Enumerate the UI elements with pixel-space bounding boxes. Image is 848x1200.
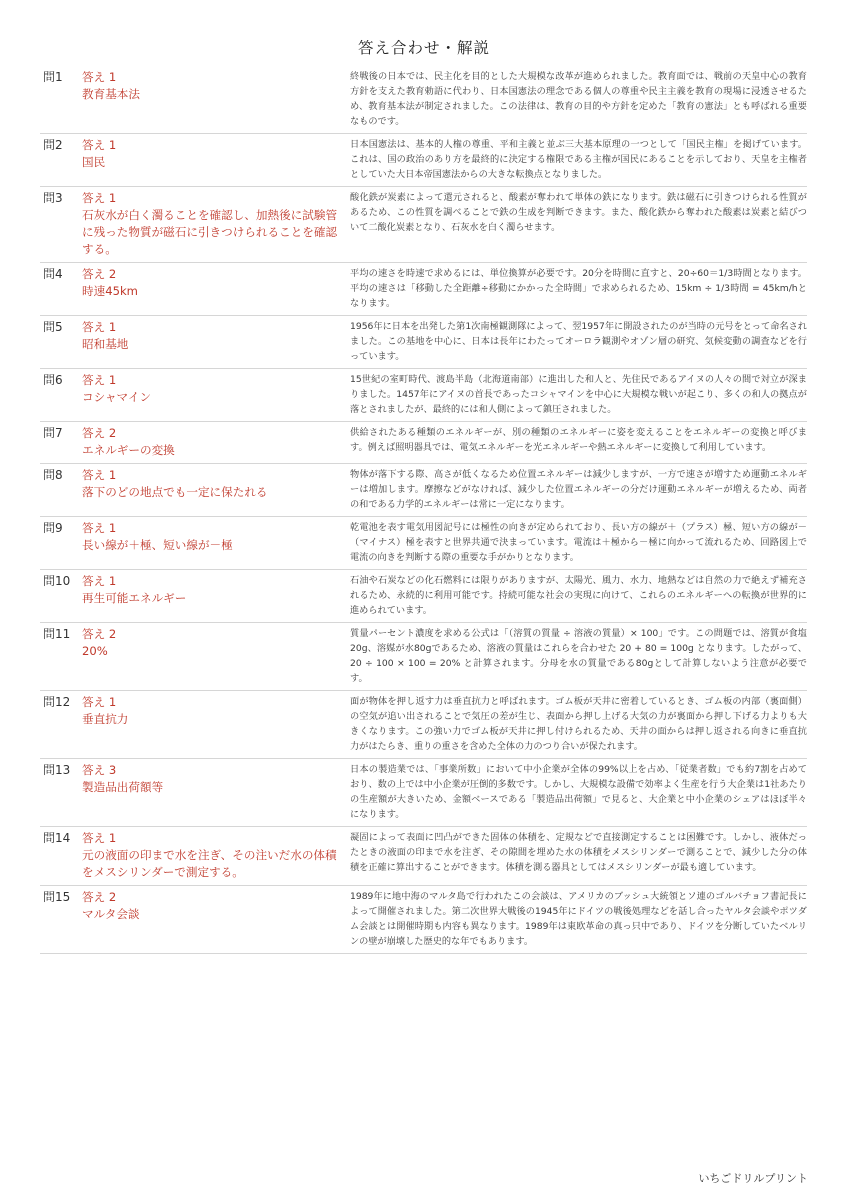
question-number: 問7 bbox=[43, 426, 63, 440]
question-number: 問5 bbox=[43, 320, 63, 334]
answer-cell bbox=[82, 425, 346, 459]
answer-text: 再生可能エネルギー bbox=[82, 591, 187, 605]
answer-choice: 答え 2 bbox=[82, 426, 117, 440]
answer-row bbox=[40, 422, 807, 464]
explanation-text: 乾電池を表す電気用図記号には極性の向きが定められており、長い方の線が＋（プラス）極、短い方の線が－（マイナス）極を表すと世界共通で決まっています。電流は＋極から－極に向かって流れるため、回路図上で電流の向きを判断する際の重要な手がかりとなります。 bbox=[350, 522, 807, 563]
answer-choice: 答え 1 bbox=[82, 574, 117, 588]
question-number: 問11 bbox=[43, 627, 71, 641]
answer-cell bbox=[82, 137, 346, 182]
answer-text: 昭和基地 bbox=[82, 337, 129, 351]
answer-cell bbox=[82, 190, 346, 258]
question-number: 問3 bbox=[43, 191, 63, 205]
question-number: 問14 bbox=[43, 831, 71, 845]
answer-choice: 答え 1 bbox=[82, 70, 117, 84]
answer-text: エネルギーの変換 bbox=[82, 443, 175, 457]
answer-cell bbox=[82, 830, 346, 881]
answer-cell bbox=[82, 467, 346, 512]
question-number: 問8 bbox=[43, 468, 63, 482]
explanation-text: 物体が落下する際、高さが低くなるため位置エネルギーは減少しますが、一方で速さが増すため運動エネルギーは増加します。摩擦などがなければ、減少した位置エネルギーの分だけ運動エネルギーが増えるため、両者の和である力学的エネルギーは常に一定になります。 bbox=[350, 469, 807, 510]
answer-cell bbox=[82, 889, 346, 949]
answer-row bbox=[40, 464, 807, 517]
answer-text: 20% bbox=[82, 644, 108, 658]
answer-cell bbox=[82, 69, 346, 129]
answer-row bbox=[40, 316, 807, 369]
answer-text: マルタ会談 bbox=[82, 907, 140, 921]
answer-choice: 答え 1 bbox=[82, 521, 117, 535]
explanation-text: 15世紀の室町時代、渡島半島（北海道南部）に進出した和人と、先住民であるアイヌの人々の間で対立が深まりました。1457年にアイヌの首長であったコシャマインを中心に大規模な戦いが起こり、多くの和人の拠点が落とされましたが、最終的には和人側によって鎮圧されました。 bbox=[350, 374, 807, 415]
answer-text: 長い線が＋極、短い線が－極 bbox=[82, 538, 233, 552]
answer-row bbox=[40, 369, 807, 422]
explanation-text: 終戦後の日本では、民主化を目的とした大規模な改革が進められました。教育面では、戦前の天皇中心の教育方針を支えた教育勅語に代わり、日本国憲法の理念である個人の尊重や民主主義を教育の現場に浸透させるため、教育基本法が制定されました。この法律は、教育の目的や方針を定めた「教育の憲法」とも呼ばれる重要なものです。 bbox=[350, 71, 807, 127]
answer-choice: 答え 1 bbox=[82, 320, 117, 334]
answer-row bbox=[40, 691, 807, 759]
answer-choice: 答え 1 bbox=[82, 373, 117, 387]
answer-cell bbox=[82, 694, 346, 754]
explanation-text: 凝固によって表面に凹凸ができた固体の体積を、定規などで直接測定することは困難です。しかし、液体だったときの液面の印まで水を注ぎ、その隙間を埋めた水の体積をメスシリンダーで測ることで、減少した分の体積を正確に算出することができます。体積を測る器具としてはメスシリンダーが最も適しています。 bbox=[350, 832, 807, 873]
question-number: 問15 bbox=[43, 890, 71, 904]
answer-cell bbox=[82, 266, 346, 311]
answer-cell bbox=[82, 626, 346, 686]
explanation-text: 石油や石炭などの化石燃料には限りがありますが、太陽光、風力、水力、地熱などは自然の力で絶えず補充されるため、永続的に利用可能です。持続可能な社会の実現に向けて、これらのエネルギーへの転換が世界的に進められています。 bbox=[350, 575, 807, 616]
question-number: 問6 bbox=[43, 373, 63, 387]
question-number: 問13 bbox=[43, 763, 71, 777]
page-title: 答え合わせ・解説 bbox=[357, 39, 490, 57]
answer-cell bbox=[82, 573, 346, 618]
answer-row bbox=[40, 759, 807, 827]
answer-text: 元の液面の印まで水を注ぎ、その注いだ水の体積をメスシリンダーで測定する。 bbox=[82, 848, 337, 879]
answer-cell bbox=[82, 520, 346, 565]
explanation-text: 日本の製造業では、「事業所数」において中小企業が全体の99%以上を占め、「従業者数」でも約7割を占めており、数の上では中小企業が圧倒的多数です。しかし、大規模な設備で効率よく生産を行う大企業は1社あたりの生産額が大きいため、金額ベースである「製造品出荷額」で見ると、大企業と中小企業のシェアはほぼ半々になります。 bbox=[350, 764, 807, 820]
answer-cell bbox=[82, 762, 346, 822]
question-number: 問4 bbox=[43, 267, 63, 281]
answer-choice: 答え 1 bbox=[82, 695, 117, 709]
answer-row bbox=[40, 570, 807, 623]
answer-row bbox=[40, 134, 807, 187]
question-number: 問1 bbox=[43, 70, 63, 84]
answer-row bbox=[40, 187, 807, 263]
answer-choice: 答え 1 bbox=[82, 831, 117, 845]
answer-text: 国民 bbox=[82, 155, 106, 169]
answer-text: コシャマイン bbox=[82, 390, 152, 404]
answer-choice: 答え 3 bbox=[82, 763, 117, 777]
answer-row bbox=[40, 886, 807, 954]
explanation-text: 1956年に日本を出発した第1次南極観測隊によって、翌1957年に開設されたのが当時の元号をとって命名されました。この基地を中心に、日本は長年にわたってオーロラ観測やオゾン層の研究、気候変動の調査などを行っています。 bbox=[350, 321, 807, 362]
explanation-text: 日本国憲法は、基本的人権の尊重、平和主義と並ぶ三大基本原理の一つとして「国民主権」を掲げています。これは、国の政治のあり方を最終的に決定する権限である主権が国民にあることを示しており、天皇を主権者としていた大日本帝国憲法からの大きな転換点となりました。 bbox=[350, 139, 807, 180]
answer-text: 教育基本法 bbox=[82, 87, 140, 101]
answer-row bbox=[40, 517, 807, 570]
answer-choice: 答え 1 bbox=[82, 191, 117, 205]
explanation-text: 質量パーセント濃度を求める公式は「（溶質の質量 ÷ 溶液の質量）× 100」です。この問題では、溶質が食塩20g、溶媒が水80gであるため、溶液の質量はこれらを合わせた 20 + 80 = 100g となります。したがって、20 ÷ 100 × 100 = 20% と計算されます。分母を水の質量である80gとして計算しないよう注意が必要です。 bbox=[350, 628, 807, 684]
answer-cell bbox=[82, 319, 346, 364]
answer-text: 落下のどの地点でも一定に保たれる bbox=[82, 485, 268, 499]
question-number: 問9 bbox=[43, 521, 63, 535]
explanation-text: 酸化鉄が炭素によって還元されると、酸素が奪われて単体の鉄になります。鉄は磁石に引きつけられる性質があるため、この性質を調べることで鉄の生成を判断できます。また、酸化鉄から奪われた酸素は炭素と結びついて二酸化炭素となり、石灰水を白く濁らせます。 bbox=[350, 192, 807, 233]
question-number: 問2 bbox=[43, 138, 63, 152]
answer-choice: 答え 1 bbox=[82, 468, 117, 482]
answer-row bbox=[40, 66, 807, 134]
explanation-text: 平均の速さを時速で求めるには、単位換算が必要です。20分を時間に直すと、20÷60＝1/3時間となります。平均の速さは「移動した全距離÷移動にかかった全時間」で求められるため、15km ÷ 1/3時間 = 45km/hとなります。 bbox=[350, 268, 807, 309]
explanation-text: 面が物体を押し返す力は垂直抗力と呼ばれます。ゴム板が天井に密着しているとき、ゴム板の内部（裏面側）の空気が追い出されることで気圧の差が生じ、表面から押し上げる大気の力が裏面から押し下げる力よりも大きくなります。この強い力でゴム板が天井に押し付けられるため、天井の面からは押し返される向きに垂直抗力がはたらき、重りの重さを含めた全体の力のつり合いが保たれます。 bbox=[350, 696, 807, 752]
explanation-text: 1989年に地中海のマルタ島で行われたこの会談は、アメリカのブッシュ大統領とソ連のゴルバチョフ書記長によって開催されました。第二次世界大戦後の1945年にドイツの戦後処理などを話し合ったヤルタ会談やポツダム会談とは開催時期も内容も異なります。1989年は東欧革命の真っ只中であり、ドイツを分断していたベルリンの壁が崩壊した歴史的な年でもあります。 bbox=[350, 891, 807, 947]
answer-text: 垂直抗力 bbox=[82, 712, 129, 726]
question-number: 問10 bbox=[43, 574, 71, 588]
answer-choice: 答え 2 bbox=[82, 267, 117, 281]
answer-row bbox=[40, 827, 807, 886]
answer-row bbox=[40, 263, 807, 316]
answer-choice: 答え 2 bbox=[82, 627, 117, 641]
answer-text: 製造品出荷額等 bbox=[82, 780, 164, 794]
footer-brand: いちごドリルプリント bbox=[698, 1172, 808, 1185]
answer-choice: 答え 1 bbox=[82, 138, 117, 152]
answer-choice: 答え 2 bbox=[82, 890, 117, 904]
answer-row bbox=[40, 623, 807, 691]
answer-cell bbox=[82, 372, 346, 417]
answer-list bbox=[40, 66, 807, 954]
answer-text: 石灰水が白く濁ることを確認し、加熱後に試験管に残った物質が磁石に引きつけられることを確認する。 bbox=[82, 208, 338, 256]
answer-text: 時速45km bbox=[82, 284, 138, 298]
explanation-text: 供給されたある種類のエネルギーが、別の種類のエネルギーに姿を変えることをエネルギーの変換と呼びます。例えば照明器具では、電気エネルギーを光エネルギーや熱エネルギーに変換して利用しています。 bbox=[350, 427, 807, 453]
question-number: 問12 bbox=[43, 695, 71, 709]
